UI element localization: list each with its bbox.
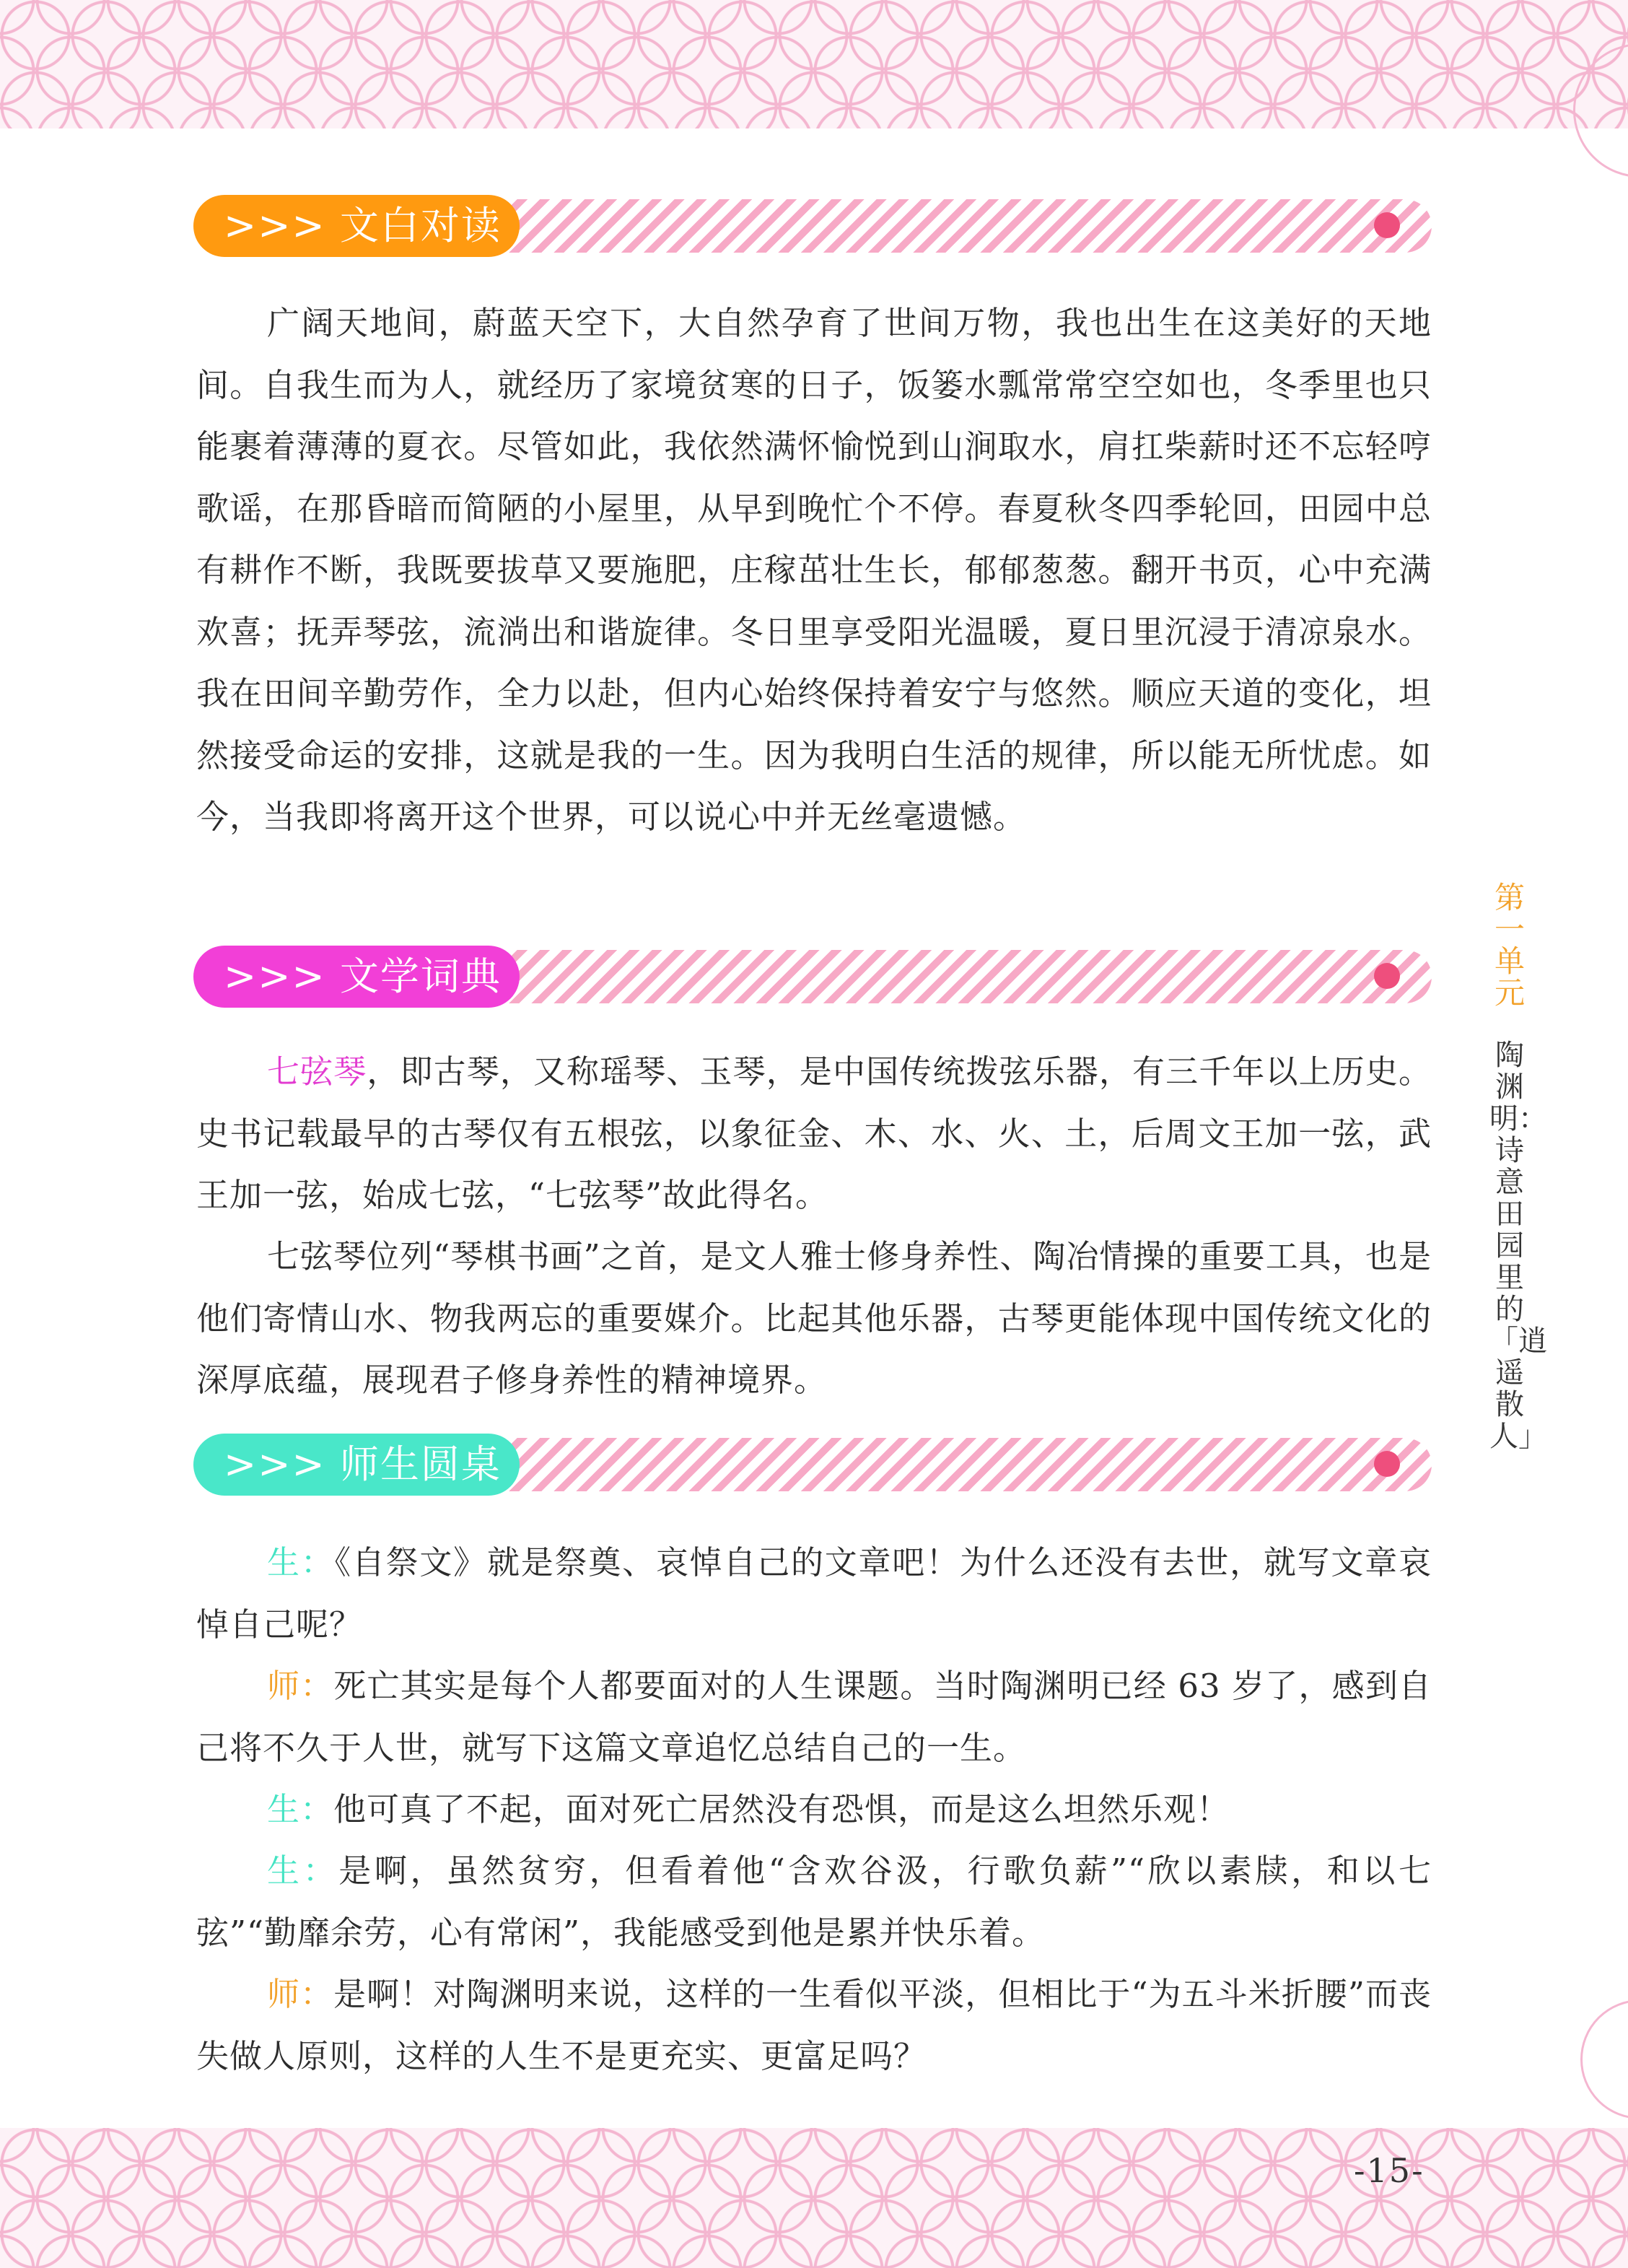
speaker-label: 生： [267, 1543, 335, 1582]
page-number: -15- [1354, 2151, 1424, 2190]
dialogue-text: 是啊！对陶渊明来说，这样的一生看似平淡，但相比于“为五斗米折腰”而丧失做人原则，这样的人生不是更充实、更富足吗？ [196, 1975, 1432, 2075]
section-title: >>> 文学词典 [193, 946, 520, 1008]
section-title: >>> 师生圆桌 [193, 1434, 520, 1496]
body-paragraph: 广阔天地间，蔚蓝天空下，大自然孕育了世间万物，我也出生在这美好的天地间。自我生而为人，就经历了家境贫寒的日子，饭篓水瓢常常空空如也，冬季里也只能裹着薄薄的夏衣。尽管如此，我依然满怀愉悦到山涧取水，肩扛柴薪时还不忘轻哼歌谣，在那昏暗而简陋的小屋里，从早到晚忙个不停。春夏秋冬四季轮回，田园中总有耕作不断，我既要拔草又要施肥，庄稼茁壮生长，郁郁葱葱。翻开书页，心中充满欢喜；抚弄琴弦，流淌出和谐旋律。冬日里享受阳光温暖，夏日里沉浸于清凉泉水。我在田间辛勤劳作，全力以赴，但内心始终保持着安宁与悠然。顺应天道的变化，坦然接受命运的安排，这就是我的一生。因为我明白生活的规律，所以能无所忧虑。如今，当我即将离开这个世界，可以说心中并无丝毫遗憾。 [196, 304, 1432, 836]
section-header-cidian [193, 946, 1432, 1008]
bottom-decorative-band [0, 2128, 1628, 2268]
dialogue-text: 《自祭文》就是祭奠、哀悼自己的文章吧！为什么还没有去世，就写文章哀悼自己呢？ [196, 1543, 1432, 1644]
speaker-label: 生： [267, 1790, 334, 1828]
dialogue-text: 是啊，虽然贫穷，但看着他“含欢谷汲，行歌负薪”“欣以素牍，和以七弦”“勤靡余劳，心有常闲”，我能感受到他是累并快乐着。 [196, 1852, 1432, 1952]
sidebar-chapter-title: 陶渊明：诗意田园里的「逍遥散人」 [1489, 1039, 1547, 1453]
section-title: >>> 文白对读 [193, 195, 520, 257]
header-dot-icon [1374, 963, 1400, 989]
header-dot-icon [1374, 212, 1400, 238]
dialogue-line [196, 1532, 1432, 1655]
sidebar-unit-label: 第一单元 [1494, 880, 1525, 1011]
dialogue-line [196, 1779, 1432, 1841]
speaker-label: 师： [267, 1975, 334, 2013]
header-dot-icon [1374, 1451, 1400, 1477]
corner-arc-bottom-right [1580, 1999, 1628, 2119]
dialogue-text: 死亡其实是每个人都要面对的人生课题。当时陶渊明已经 63 岁了，感到自己将不久于人世，就写下这篇文章追忆总结自己的一生。 [196, 1667, 1432, 1767]
dialogue-line [196, 1655, 1432, 1779]
speaker-label: 师： [267, 1667, 334, 1705]
dialogue-line [196, 1840, 1432, 1963]
section-header-wenbai [193, 195, 1432, 257]
speaker-label: 生： [267, 1852, 339, 1890]
dialogue-line [196, 1963, 1432, 2087]
section-header-yuanzhuo [193, 1434, 1432, 1496]
dictionary-paragraph-2: 七弦琴位列“琴棋书画”之首，是文人雅士修身养性、陶冶情操的重要工具，也是他们寄情山水、物我两忘的重要媒介。比起其他乐器，古琴更能体现中国传统文化的深厚底蕴，展现君子修身养性的精神境界。 [196, 1237, 1432, 1399]
dictionary-definition: ，即古琴，又称瑶琴、玉琴，是中国传统拨弦乐器，有三千年以上历史。史书记载最早的古琴仅有五根弦，以象征金、木、水、火、土，后周文王加一弦，武王加一弦，始成七弦，“七弦琴”故此得名。 [196, 1052, 1432, 1214]
dictionary-paragraph [196, 1041, 1432, 1226]
dialogue-text: 他可真了不起，面对死亡居然没有恐惧，而是这么坦然乐观！ [333, 1790, 1230, 1828]
dictionary-term: 七弦琴 [267, 1052, 367, 1091]
top-decorative-band [0, 0, 1628, 128]
